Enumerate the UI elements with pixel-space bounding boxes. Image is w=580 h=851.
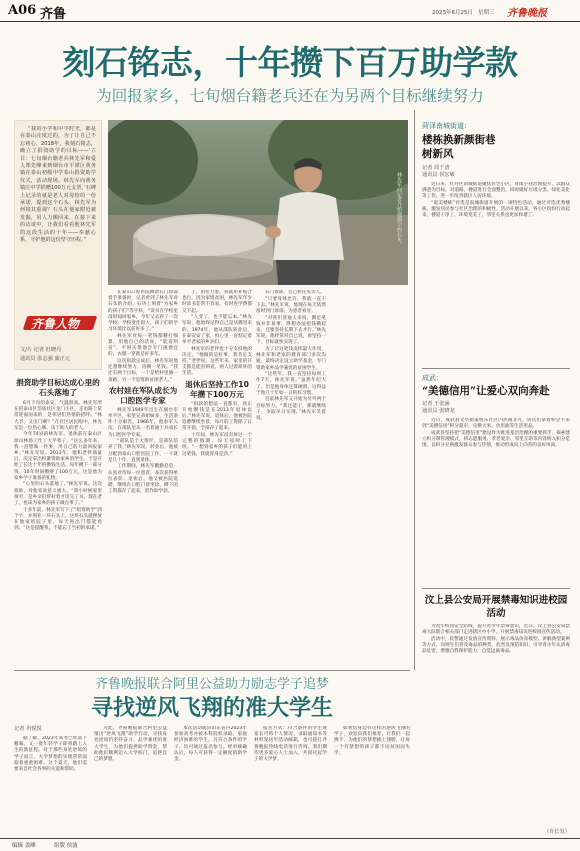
- right2-para: 成武县坚持把“美德信用”建设作为推进基层治理的重要抓手，探索建立积分制管理模式，将志愿服务、孝老爱亲、邻里互助等内容纳入积分范围，以积分兑换激发群众参与热情，推动形成向上向善的良好风尚。: [422, 430, 570, 449]
- lead-col-2: [108, 290, 178, 665]
- lower-col-4: [254, 726, 327, 830]
- col1-para: 6月下旬的泰安，气温很高。林先军所在的泰山区岱庙社区龙门小区，走访路上常常迎面而来的，是邻居们热情的招呼。“林大爷，又出门啊？”在社区居民眼中，林先军是一位热心肠、乐于助人的老人。: [14, 401, 102, 431]
- quote-text: “我的小学和中学时光，都是在泰山庄度过的，为了让自己不忘初心，2018年，我刻石铭志，确立了捐资助学的目标——‘立目：七旬烟台籍老兵林先军和爱人郑先峰来到烟台市平潭区黄务镇在泰山初级中学泰山捐资助学仪式，活动现场，林先军向黄务镇庄中学捐赠100万元支票。’石碑上记录的就是老人对母校的一份承诺，提到这个石头，林先军为何将其重视？石头在他家附近被发掘，用人力搬回来。在接下来的访谈中，让我们看看他林先军的这段生活的十年——奉献心系，守护他的这份坚守历程。”: [20, 126, 96, 244]
- col2-para: “部队是个大熔炉，是部队培养了我。”林先军说。转业后，他被分配到泰山口腔医院工作，一干就是几十年，直到退休。: [108, 439, 178, 463]
- feature-label: 齐鲁人物: [31, 317, 80, 331]
- right2-label: 成武：: [422, 374, 443, 382]
- lead-col-4: [256, 290, 326, 665]
- lower-col-1: [14, 736, 87, 830]
- footer-designer: 组版 侯波: [54, 843, 78, 849]
- right-divider-1: [422, 368, 570, 369]
- right1-title: 楼栋换新颜街巷树新风: [422, 134, 496, 160]
- lower-para: 如果您身边有这样的逆风飞翔的学子，欢迎向我们推荐，让我们一起携手，为他们的梦想插上翅膀，让每一个有梦想的孩子都不因贫困而失学。: [334, 726, 410, 756]
- lower-subheadline: 齐鲁晚报联合阿里公益助力励志学子追梦: [94, 677, 329, 692]
- right3-signature: （许长发）: [544, 829, 570, 835]
- lower-col-5: [334, 726, 410, 830]
- col2-para: 林先军对每一笔钱都精打细算，用他自己的话说，“能省则省”。平时买菜他会专门挑便宜的，衣服一穿就是好多年。: [108, 333, 178, 358]
- issue-weekday: 星期三: [478, 10, 495, 16]
- masthead: [0, 0, 580, 22]
- right2-body: [422, 418, 570, 568]
- lower-col-3: [174, 726, 247, 830]
- right1-body: [422, 182, 570, 352]
- lower-para: 报名方式：符合条件的学生或家长可将个人情况、录取通知书等材料发送至活动邮箱，也可拨打齐鲁晚报热线电话进行咨询。我们期待更多爱心人士加入，共同托起学子的大学梦。: [254, 726, 327, 763]
- col3-para: 子，由往力参，我就用补贴合也行。因为家境贫困，林先军年少时读书非常不容易，有时连学费都交不起。: [182, 290, 252, 314]
- col2-para: 这次捐款完成后，林先军说他还想继续努力，再攒一笔钱。“我还有两个目标，一个是给村里修一条路，另一个是资助贫困老人。”: [108, 359, 178, 383]
- right3-para: 活动中，民警通过发放宣传资料、展示毒品仿真模型、讲解典型案例等方式，向师生们普及毒品的种类、危害及预防知识，引导青少年认清毒品危害，增强自我保护能力，自觉远离毒品。: [422, 636, 570, 655]
- lower-body: [14, 726, 410, 832]
- lead-headline: 刻石铭志，十年攒下百万助学款: [62, 43, 518, 82]
- lower-byline: 记者 巩悦悦: [14, 726, 42, 732]
- lead-col-1: [14, 376, 102, 668]
- right1-para: 近日来，牡丹区南城街道聚焦住宅小区、背街小巷治理提升，以群众满意为目标，对道路、楼道进行全面整治，同时做好垃圾分类、绿化美化等工作，进一步改善辖区人居环境。: [422, 182, 570, 200]
- right1-para: “最美楼栋”评选是南城街道开展的一项特色活动，通过评选优秀楼栋，激发居民参与社区治理的积极性。活动开展以来，各小区纷纷行动起来，楼道干净了，环境变美了，邻里关系也更加和谐了。: [422, 201, 570, 219]
- col1-para: 今年74岁的林先军，退休前在泰山区原山林场工作了大半辈子。“这么多年来，我一直想做一件事，用自己的力量回报家乡。”林先军说。2013年，他和老伴商量后，决定拿出积蓄资助家乡的学生，于是开始了长达十年的攒钱生活。每年攒下一部分钱，10年时间攒够了100万元，这是他为家乡学子准备的礼物。: [14, 432, 102, 481]
- right-article-2: [422, 374, 570, 584]
- photo-caption: 林先军向记者介绍他刻字的石头。: [396, 172, 402, 247]
- lower-col-2: [94, 726, 167, 830]
- lead-col-3: [182, 290, 252, 665]
- col2-para: 林先军1949年出生在烟台市牟平区，家里兄弟姐妹多，生活条件十分艰苦。1966年，他参军入伍，在部队里从一名普通士兵成长为口腔医学专家。: [108, 407, 178, 438]
- col3-para: “人变了，也不能忘本。”林先军说，他始终记得自己是从哪里来的。1974年，他从部队转业后，在泰安安了家，但心里一直惦记着牟平老家的乡亲们。: [182, 315, 252, 346]
- right1-byline-2: 通讯员 侯宏敏: [422, 172, 455, 178]
- photo-illustration: [108, 120, 408, 285]
- col3-subhead: 退休后坚持工作10年攒下100万元: [185, 379, 249, 399]
- col4-para: “这些年，我一直坚持每周工作7天，林先军说。”虽然年纪大了，但是他身体还算硬朗，这得益于他几十年如一日的好习惯。: [256, 372, 326, 396]
- col4-para: 石门诊部，自己担任负责人。: [265, 290, 325, 295]
- right-article-3: [422, 594, 570, 842]
- col3-para: 十年间，林先军没有休过一个完整的假期，每天按时上下班。“一想到家乡的孩子们能用上这笔钱，我就浑身是劲。”: [182, 433, 252, 457]
- issue-date: 2023年6月25日: [432, 10, 473, 16]
- footer-editor: 编辑 盖峰: [12, 843, 36, 849]
- right-rail-divider: [414, 110, 415, 670]
- paper-logo: 齐鲁晚报: [507, 8, 547, 19]
- section-number: A06: [8, 3, 37, 18]
- col2-subhead: 农村娃在军队成长为口腔医学专家: [108, 385, 178, 405]
- col2-para: 工作期间，林先军勤勤恳恳，认真对待每一位患者，多次获得单位表彰。退休后，他又被医院返聘，继续在口腔门诊坐诊，攒下的工资都存了起来，留作助学款。: [108, 464, 178, 495]
- col4-para: 目前林先军又开始为另外两个目标努力。“我还能干，那就继续干，争取早日实现。”林先军笑着说。: [256, 397, 326, 422]
- col1-para: 十多年前，林先军写下了“捐资助学”四个字，并刻在一块石头上。这块石头就摆放在他家的院子里，每天进出门都能看到。“这是提醒我，不能忘了当初的承诺。”: [14, 507, 102, 532]
- col1-para: “心里的石头落地了。”林先军说。这次捐助，对他来说意义重大。“我小时候家里很穷，是乡亲们帮衬着才读完了书。现在老了，也该为家乡的孩子做点事了。”: [14, 482, 102, 507]
- right2-byline-2: 通讯员 张晓龙: [422, 408, 455, 414]
- lower-para: 本次活动面向山东省内2023年参加高考并被本科院校录取、家庭经济困难的学生。凡符合条件的学子，均可通过报名参与。经审核确认后，每人可获得一定额度的助学金。: [174, 726, 247, 763]
- right2-para: 近日，成武县文亭街道恒东社区内热闹非凡，居民们拿着积分卡来到“美德信用”积分超市，兑换大米、食用油等生活用品。: [422, 418, 570, 430]
- right3-body: [422, 624, 570, 829]
- lower-para: 为此，齐鲁晚报联合阿里公益推出“逆风飞翔”助学行动，寻找身处逆境仍坚持奋斗、品学兼优的准大学生，为他们提供助学资金，帮助他们顺利迈入大学校门，追逐自己的梦想。: [94, 726, 167, 763]
- col4-para: “对我们普通人来说，攒足笔钱并非易事，得想办法把钱攒起来，还要坚持长期下去才行。”林先军说，他经常对自己说，再坚持一下，目标就快实现了。: [256, 315, 326, 346]
- lower-para: 据了解，2023年高考已经落下帷幕，又一批年轻学子即将踏上人生的新征程。对于那些身处逆境的学子而言，大学梦想的实现常常面临着重重困难。这个夏天，他们需要来自社会各界的关爱和帮助。: [14, 736, 87, 773]
- lower-divider: [14, 670, 410, 671]
- col3-para: “捐款的想法一直都有，真正开始攒钱是在2013年退休以后。”林先军说。退休后，他被医院返聘继续坐诊，每月的工资除了日常开销，全部存了起来。: [182, 401, 252, 432]
- quote-box: [14, 120, 102, 370]
- right3-para: 为筑牢校园安全防线，提升青少年禁毒意识，近日，汶上县公安局禁毒大队联合相关部门走进辖区中小学，开展禁毒知识进校园宣传活动。: [422, 624, 570, 636]
- credit-line-2: 通讯员 张志强 蒲正元: [20, 356, 70, 362]
- col4-para: “只要身体允许，我就一直干下去。”林先军说，他现在每天依然准时到门诊部，为患者看牙。: [256, 296, 326, 314]
- feature-label-badge: [19, 306, 99, 336]
- right1-label: 菏泽南城街道：: [422, 122, 471, 130]
- right3-title: 汶上县公安局开展禁毒知识进校园活动: [424, 595, 568, 619]
- col3-para: 林先军的老伴也十分支持他的决定。“他做的是好事，我肯定支持。”老伴说，这些年来，家里的开支都是能省则省，两人过着简朴的生活。: [182, 346, 252, 377]
- lead-subheadline: 为回报家乡，七旬烟台籍老兵还在为另两个目标继续努力: [96, 87, 484, 105]
- lead-photo: [108, 120, 408, 285]
- section-name: 齐鲁: [40, 7, 67, 22]
- right-article-1: [422, 122, 570, 362]
- right2-byline-1: 记者 王张涵: [422, 401, 450, 407]
- col4-para: 为了让这笔钱发挥最大作用，林先军和老家的教育部门多次沟通，最终决定设立助学基金，专门资助家乡品学兼优的贫困学生。: [256, 347, 326, 371]
- col1-subhead: 捐资助学目标达成心里的石头落地了: [16, 378, 100, 397]
- right1-byline-1: 记者 周千清: [422, 165, 450, 171]
- credit-line-1: 文/片 记者 杜晓丹: [20, 347, 62, 353]
- right-divider-2: [422, 588, 570, 589]
- col2-para: 在泰山口腔医院攒款石门诊部着手准备时，记者看到了林先军对石头的介绍，石块上刻着“为家乡的孩子们”等字样，“读书在学校里没时间回家乡，今年又去看了一次学校，学校变化很大，孩子们的学习环境比以前好多了。”: [108, 290, 178, 333]
- right2-title: “美德信用”让爱心双向奔赴: [422, 385, 550, 397]
- footer: [0, 838, 580, 851]
- lower-headline: 寻找逆风飞翔的准大学生: [90, 695, 333, 721]
